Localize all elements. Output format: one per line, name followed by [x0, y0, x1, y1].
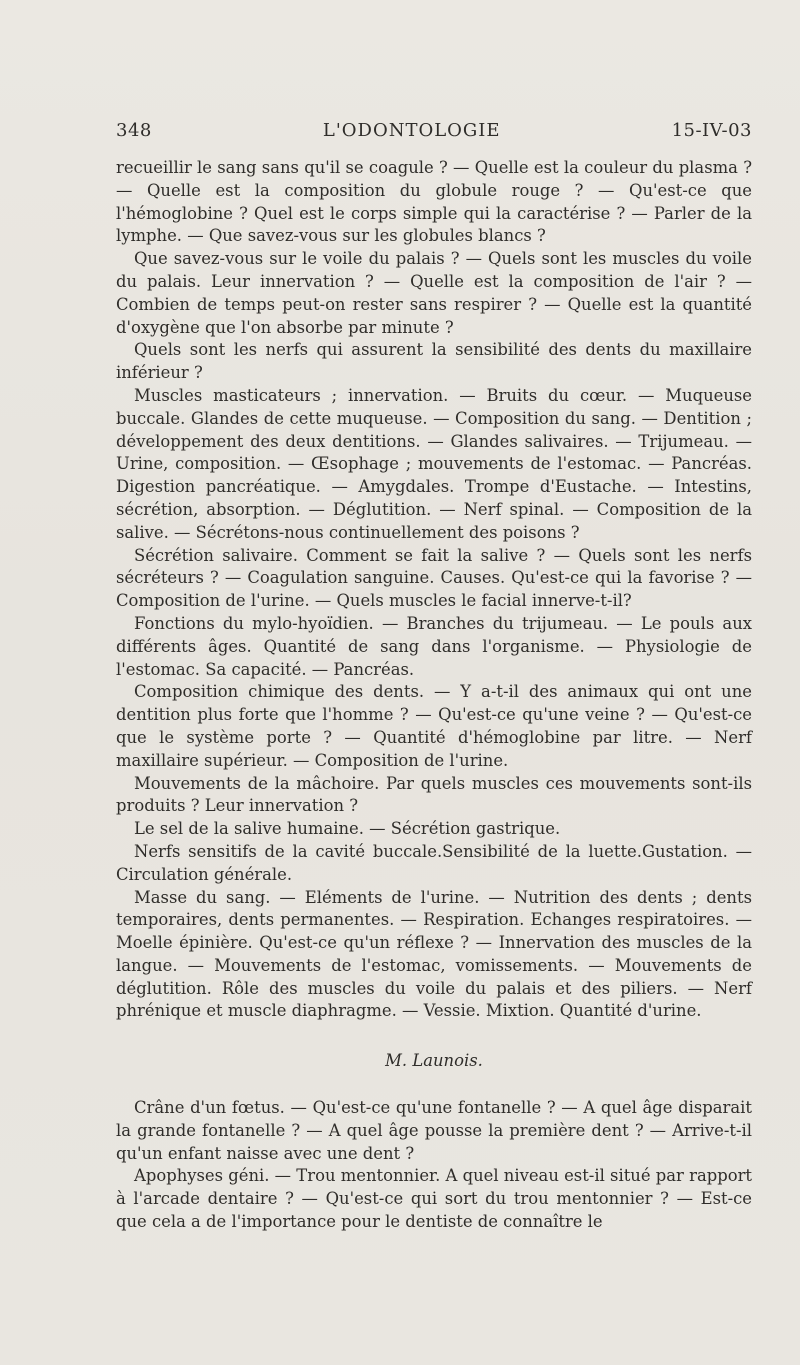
- paragraph: Fonctions du mylo-hyoïdien. — Branches du trijumeau. — Le pouls aux différents âges. Quantité de sang dans l'organisme. — Physiologie de l'estomac. Sa capacité. — Pancréas.: [116, 613, 752, 679]
- paragraph: Que savez-vous sur le voile du palais ? — Quels sont les muscles du voile du palais. Leur innervation ? — Quelle est la composition de l'air ? — Combien de temps peut-on rester sans respirer ? — Quelle est la quantité d'oxygène que l'on absorbe par minute ?: [116, 249, 752, 337]
- paragraph: Mouvements de la mâchoire. Par quels muscles ces mouvements sont-ils produits ? Leur innervation ?: [116, 773, 752, 816]
- page-number: 348: [116, 120, 152, 141]
- page-header: [116, 120, 752, 148]
- paragraph: recueillir le sang sans qu'il se coagule ? — Quelle est la couleur du plasma ? — Quelle est la composition du globule rouge ? — Qu'est-ce que l'hémoglobine ? Quel est le corps simple qui la caractérise ? — Parler de la lymphe. — Que savez-vous sur les globules blancs ?: [116, 158, 752, 246]
- paragraph: Nerfs sensitifs de la cavité buccale.Sensibilité de la luette.Gustation. — Circulation générale.: [116, 841, 752, 884]
- paragraph: Sécrétion salivaire. Comment se fait la salive ? — Quels sont les nerfs sécréteurs ? — Coagulation sanguine. Causes. Qu'est-ce qui la favorise ? — Composition de l'urine. — Quels muscles le facial innerve-t-il?: [116, 545, 752, 611]
- paragraph: Apophyses géni. — Trou mentonnier. A quel niveau est-il situé par rapport à l'arcade dentaire ? — Qu'est-ce qui sort du trou mentonnier ? — Est-ce que cela a de l'importance pour le dentiste de connaître le: [116, 1166, 752, 1232]
- journal-title: L'ODONTOLOGIE: [322, 120, 501, 141]
- paragraph: Masse du sang. — Eléments de l'urine. — Nutrition des dents ; dents temporaires, dents permanentes. — Respiration. Echanges respiratoires. — Moelle épinière. Qu'est-ce qu'un réflexe ? — Innervation des muscles de la langue. — Mouvements de l'estomac, vomissements. — Mouvements de déglutition. Rôle des muscles du voile du palais et des piliers. — Nerf phrénique et muscle diaphragme. — Vessie. Mixtion. Quantité d'urine.: [116, 887, 752, 1021]
- paragraph: Quels sont les nerfs qui assurent la sensibilité des dents du maxillaire inférieur ?: [116, 340, 752, 383]
- paragraph: Muscles masticateurs ; innervation. — Bruits du cœur. — Muqueuse buccale. Glandes de cette muqueuse. — Composition du sang. — Dentition ; développement des deux dentitions. — Glandes salivaires. — Trijumeau. — Urine, composition. — Œsophage ; mouvements de l'estomac. — Pancréas. Digestion pancréatique. — Amygdales. Trompe d'Eustache. — Intestins, sécrétion, absorption. — Déglutition. — Nerf spinal. — Composition de la salive. — Sécrétons-nous continuellement des poisons ?: [116, 385, 752, 542]
- author-heading: M. Launois.: [385, 1051, 483, 1071]
- paragraph: Crâne d'un fœtus. — Qu'est-ce qu'une fontanelle ? — A quel âge disparait la grande fontanelle ? — A quel âge pousse la première dent ? — Arrive-t-il qu'un enfant naisse avec une dent ?: [116, 1098, 752, 1163]
- issue-date: 15-IV-03: [671, 120, 752, 141]
- paragraph: Composition chimique des dents. — Y a-t-il des animaux qui ont une dentition plus forte que l'homme ? — Qu'est-ce qu'une veine ? — Qu'est-ce que le système porte ? — Quantité d'hémoglobine par litre. — Nerf maxillaire supérieur. — Composition de l'urine.: [116, 682, 752, 770]
- page-body: [116, 157, 752, 1234]
- paragraph: Le sel de la salive humaine. — Sécrétion gastrique.: [134, 819, 561, 839]
